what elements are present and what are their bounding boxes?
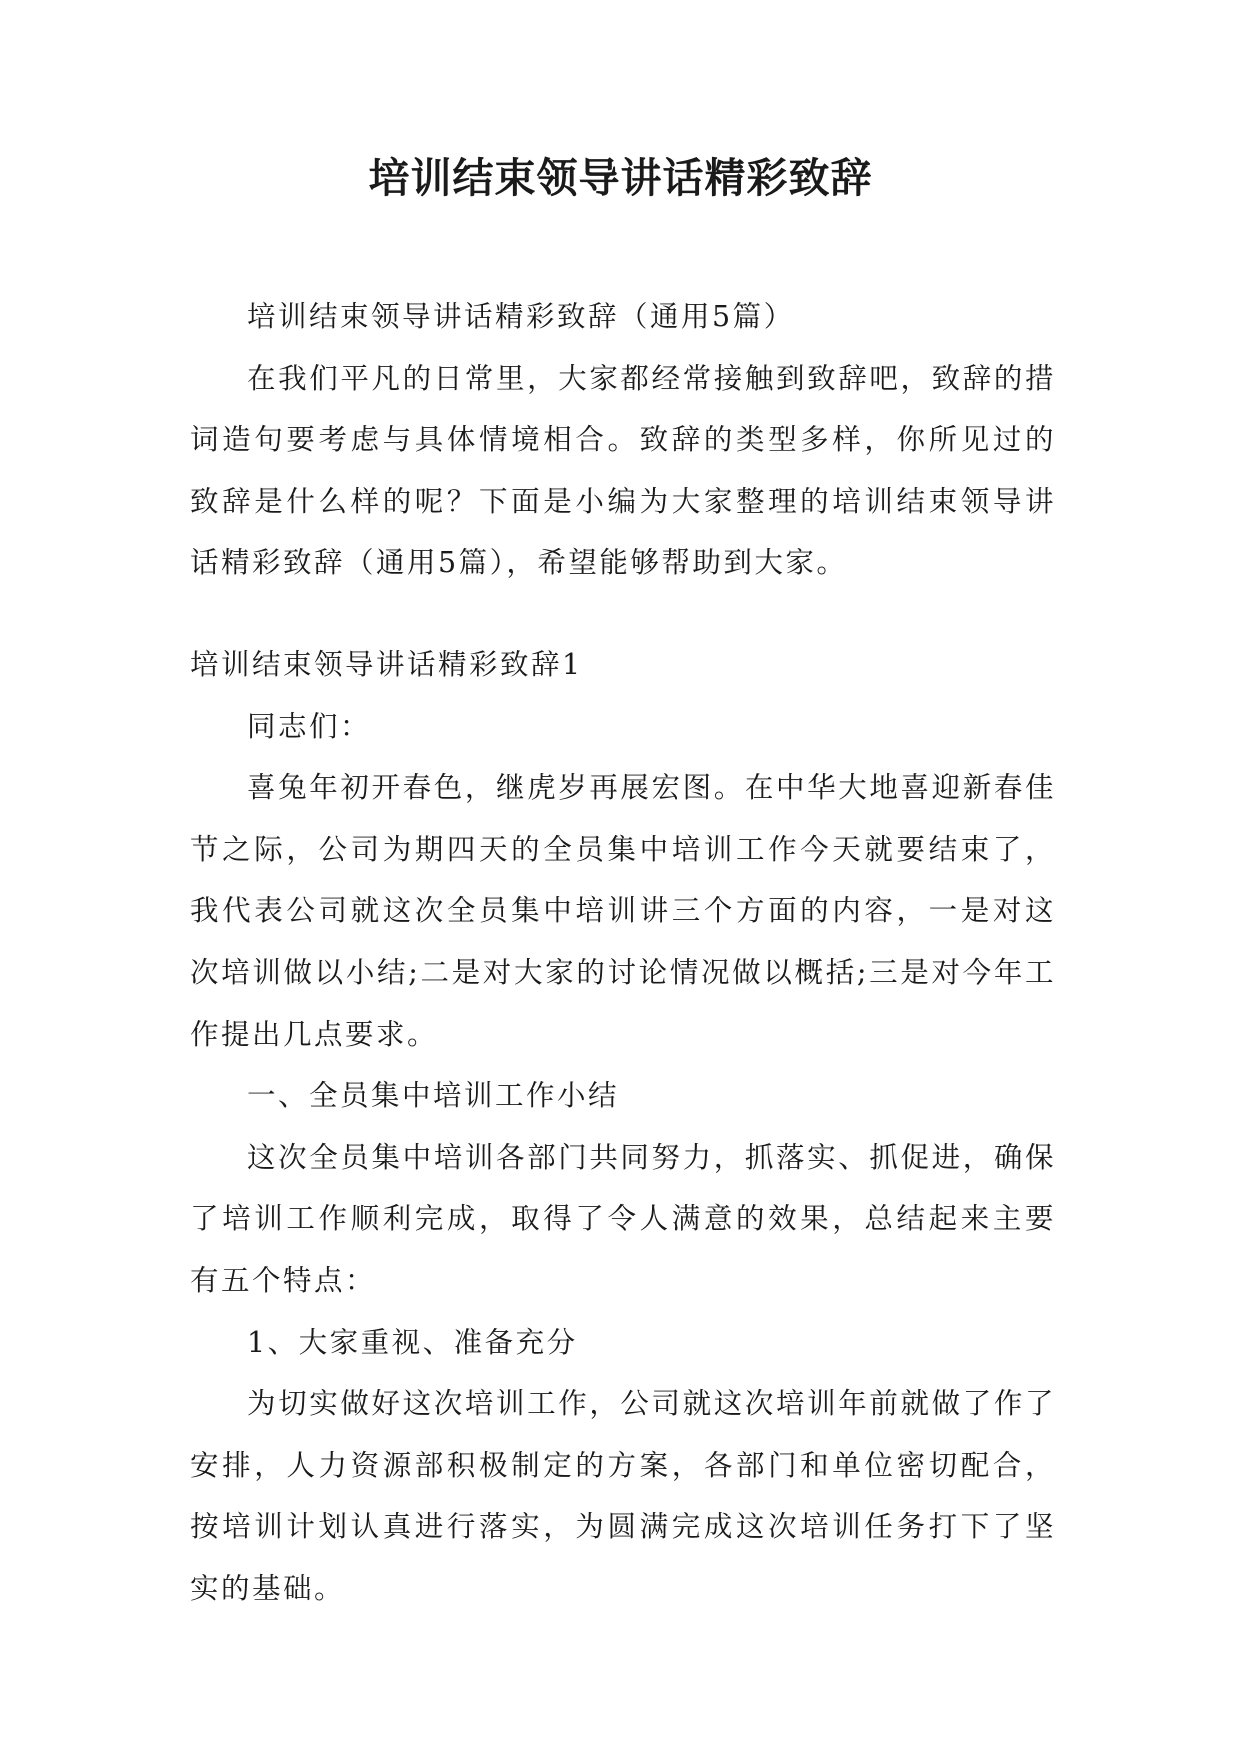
document-title: 培训结束领导讲话精彩致辞 [368,154,873,202]
speech-opening-paragraph: 喜兔年初开春色，继虎岁再展宏图。在中华大地喜迎新春佳节之际，公司为期四天的全员集中培训工作今天就要结束了，我代表公司就这次全员集中培训讲三个方面的内容，一是对这次培训做以小结;二是对大家的讨论情况做以概括;三是对今年工作提出几点要求。 [190,771,1056,1051]
salutation-paragraph: 同志们： [247,709,372,743]
document-body [190,286,1056,1619]
summary-paragraph: 这次全员集中培训各部门共同努力，抓落实、抓促进，确保了培训工作顺利完成，取得了令人满意的效果，总结起来主要有五个特点： [190,1140,1056,1297]
point-heading-1: 1、大家重视、准备充分 [247,1325,578,1359]
intro-paragraph: 在我们平凡的日常里，大家都经常接触到致辞吧，致辞的措词造句要考虑与具体情境相合。致辞的类型多样，你所见过的致辞是什么样的呢？下面是小编为大家整理的培训结束领导讲话精彩致辞（通用5篇），希望能够帮助到大家。 [190,361,1056,580]
subheading-summary: 一、全员集中培训工作小结 [247,1079,620,1113]
subtitle-paragraph: 培训结束领导讲话精彩致辞（通用5篇） [247,300,795,333]
section-heading: 培训结束领导讲话精彩致辞1 [190,647,583,681]
point-paragraph-1: 为切实做好这次培训工作，公司就这次培训年前就做了作了安排，人力资源部积极制定的方案，各部门和单位密切配合，按培训计划认真进行落实，为圆满完成这次培训任务打下了坚实的基础。 [190,1387,1056,1605]
